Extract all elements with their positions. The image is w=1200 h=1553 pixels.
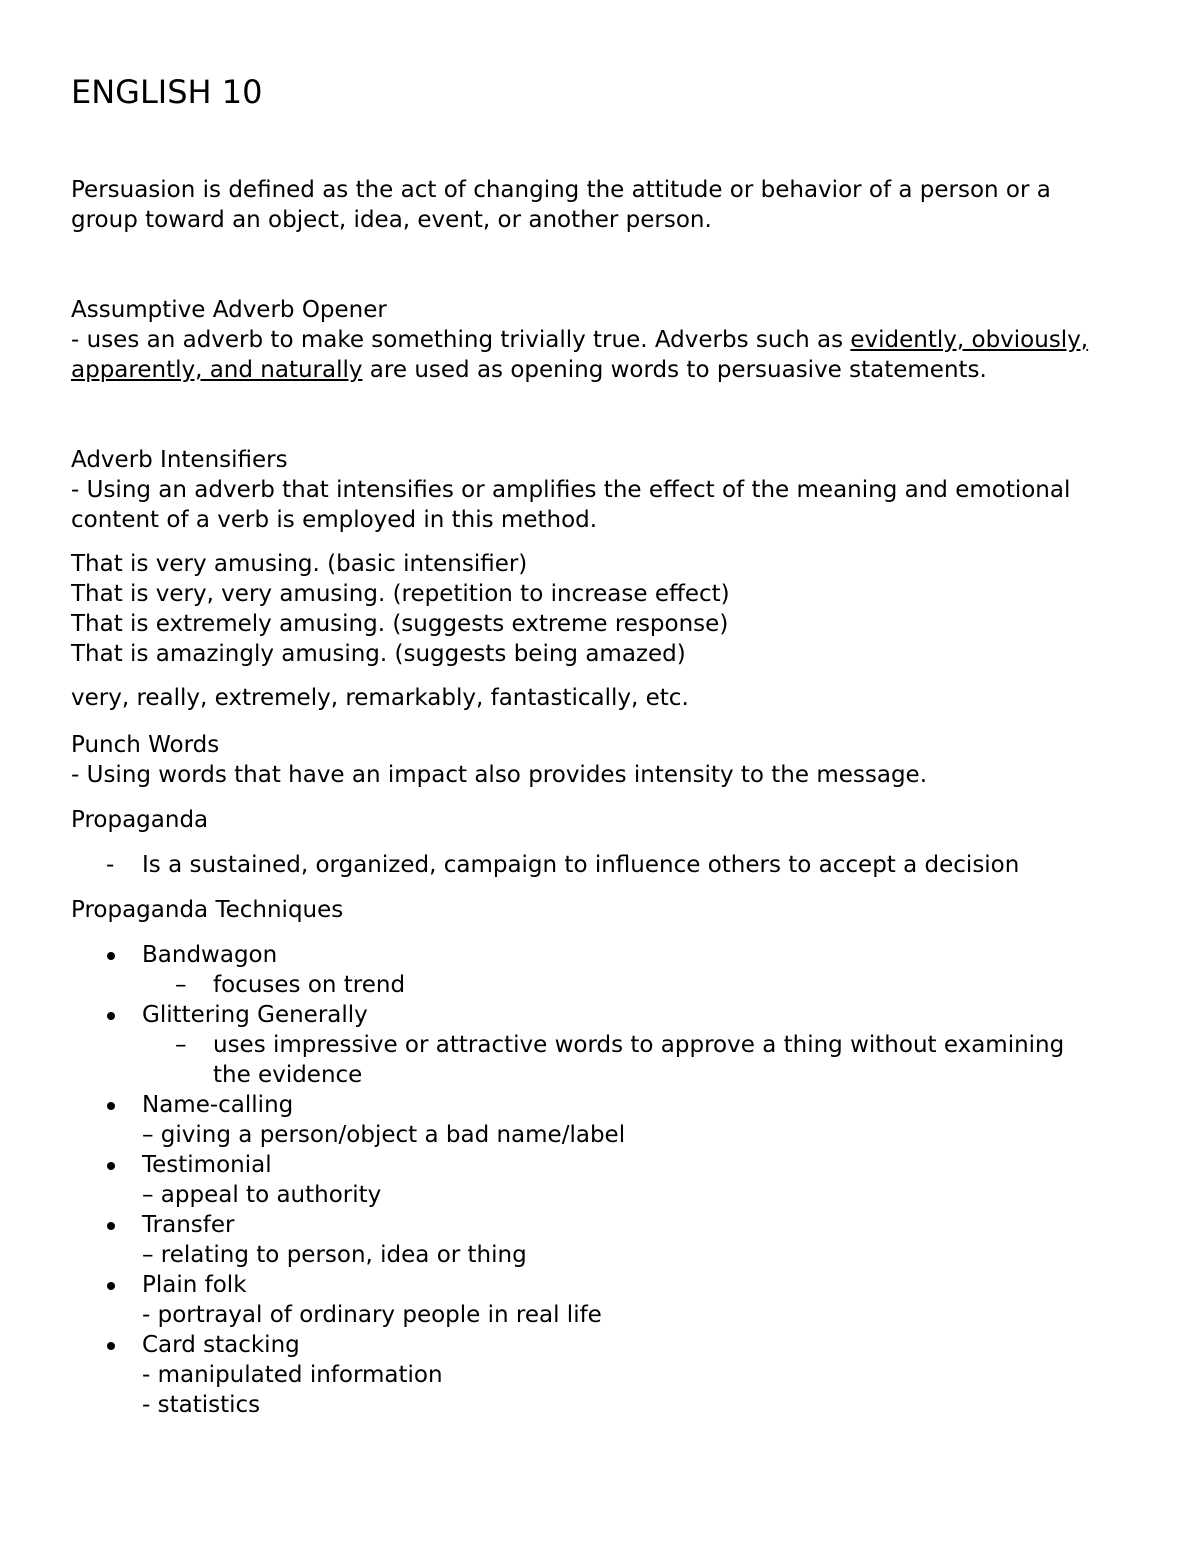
definition-paragraph — [71, 175, 1141, 235]
bullet-dot-icon — [107, 1012, 115, 1020]
assumptive-section — [71, 295, 1141, 385]
list-item — [71, 1330, 1141, 1420]
punch-line: - Using words that have an impact also provides intensity to the message. — [71, 762, 928, 788]
section-heading: Punch Words — [71, 732, 220, 758]
bullet-dot-icon — [107, 1282, 115, 1290]
example-line: That is very, very amusing. (repetition to increase effect) — [71, 581, 730, 607]
punch-section — [71, 730, 1141, 790]
technique-note: – appeal to authority — [142, 1182, 382, 1208]
word-list-line: very, really, extremely, remarkably, fantastically, etc. — [71, 685, 689, 711]
propaganda-section — [71, 805, 1141, 835]
dash-marker: - — [106, 852, 115, 878]
definition-line: group toward an object, idea, event, or another person. — [71, 207, 712, 233]
dash-marker: – — [175, 1032, 187, 1058]
section-heading: Propaganda Techniques — [71, 897, 344, 923]
technique-name: Transfer — [142, 1212, 235, 1238]
section-heading: Adverb Intensifiers — [71, 447, 288, 473]
list-item — [71, 1270, 1141, 1330]
technique-name: Testimonial — [142, 1152, 272, 1178]
sub-list-item — [71, 1030, 1141, 1090]
technique-name: Name-calling — [142, 1092, 294, 1118]
techniques-section — [71, 895, 1141, 925]
propaganda-item: Is a sustained, organized, campaign to influence others to accept a decision — [142, 852, 1020, 878]
technique-note: uses impressive or attractive words to approve a thing without examining — [213, 1032, 1065, 1058]
underlined-adverbs: apparently, and naturally — [71, 357, 363, 383]
list-item — [71, 1000, 1141, 1030]
technique-name: Bandwagon — [142, 942, 278, 968]
section-heading: Propaganda — [71, 807, 209, 833]
intensifiers-line: content of a verb is employed in this method. — [71, 507, 598, 533]
example-line: That is extremely amusing. (suggests extreme response) — [71, 611, 729, 637]
list-item — [71, 1150, 1141, 1210]
technique-note: - statistics — [142, 1392, 261, 1418]
bullet-dot-icon — [107, 1342, 115, 1350]
document-title: ENGLISH 10 — [71, 73, 263, 111]
technique-name: Plain folk — [142, 1272, 247, 1298]
example-line: That is very amusing. (basic intensifier) — [71, 551, 528, 577]
dash-marker: – — [175, 972, 187, 998]
sub-list-item — [71, 970, 1141, 1000]
technique-note: – relating to person, idea or thing — [142, 1242, 527, 1268]
definition-line: Persuasion is defined as the act of changing the attitude or behavior of a person or a — [71, 177, 1051, 203]
assumptive-line: - uses an adverb to make something trivially true. Adverbs such as evidently, obviously, — [71, 327, 1089, 353]
bullet-dot-icon — [107, 952, 115, 960]
bullet-dot-icon — [107, 1102, 115, 1110]
intensifier-word-list — [71, 683, 1141, 713]
propaganda-definition — [71, 850, 1141, 880]
list-item — [71, 850, 1141, 880]
technique-note: - portrayal of ordinary people in real life — [142, 1302, 602, 1328]
section-heading: Assumptive Adverb Opener — [71, 297, 387, 323]
underlined-adverbs: evidently, obviously, — [850, 327, 1089, 353]
intensifiers-line: - Using an adverb that intensifies or amplifies the effect of the meaning and emotional — [71, 477, 1071, 503]
technique-name: Glittering Generally — [142, 1002, 368, 1028]
intensifiers-section — [71, 445, 1141, 535]
list-item — [71, 940, 1141, 970]
example-line: That is amazingly amusing. (suggests being amazed) — [71, 641, 686, 667]
technique-note: - manipulated information — [142, 1362, 443, 1388]
assumptive-line: apparently, and naturally are used as opening words to persuasive statements. — [71, 357, 987, 383]
list-item — [71, 1210, 1141, 1270]
intensifier-examples — [71, 549, 1141, 669]
technique-note: – giving a person/object a bad name/label — [142, 1122, 626, 1148]
bullet-dot-icon — [107, 1162, 115, 1170]
technique-name: Card stacking — [142, 1332, 300, 1358]
techniques-list — [71, 940, 1141, 1420]
list-item — [71, 1090, 1141, 1150]
bullet-dot-icon — [107, 1222, 115, 1230]
technique-note: the evidence — [213, 1062, 363, 1088]
technique-note: focuses on trend — [213, 972, 406, 998]
